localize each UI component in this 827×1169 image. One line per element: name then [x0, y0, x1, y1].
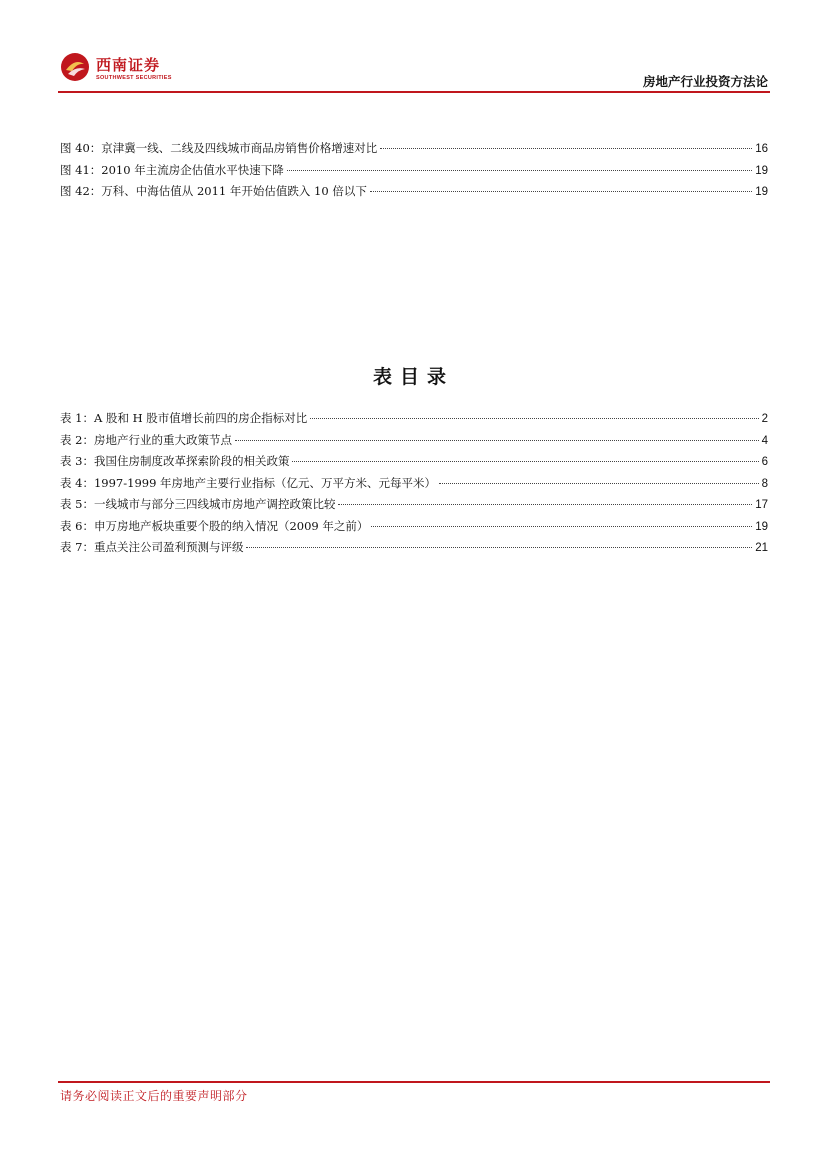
toc-entry-figure-40[interactable]: [60, 140, 768, 162]
toc-entry-title: 重点关注公司盈利预测与评级: [93, 540, 244, 554]
toc-entry-title: 万科、中海估值从 2011 年开始估值跌入 10 倍以下: [101, 184, 367, 198]
toc-entry-table-6[interactable]: [60, 518, 768, 540]
toc-entry-page: 16: [755, 143, 768, 155]
toc-entry-table-4[interactable]: [60, 475, 768, 497]
dot-leader: [370, 191, 752, 192]
dot-leader: [338, 504, 752, 505]
toc-entry-label: 图 41：: [60, 162, 102, 177]
toc-entry-label: 图 40：: [60, 141, 102, 155]
figure-list: [60, 140, 768, 205]
toc-entry-title: 房地产行业的重大政策节点: [93, 432, 232, 447]
toc-entry-title: A 股和 H 股市值增长前四的房企指标对比: [93, 411, 308, 425]
toc-entry-label: 表 2：: [60, 432, 94, 447]
toc-entry-label: 图 42：: [60, 184, 102, 198]
tables-section-title: 表目录: [372, 366, 454, 388]
toc-entry-title: 2010 年主流房企估值水平快速下降: [101, 162, 284, 177]
toc-entry-page: 8: [761, 477, 768, 490]
toc-entry-title: 京津冀一线、二线及四线城市商品房销售价格增速对比: [101, 141, 378, 155]
toc-entry-title: 我国住房制度改革探索阶段的相关政策: [93, 454, 290, 468]
toc-entry-title: 1997-1999 年房地产主要行业指标（亿元、万平方米、元每平米）: [93, 475, 437, 490]
toc-entry-figure-41[interactable]: [60, 162, 768, 184]
dot-leader: [246, 547, 752, 548]
toc-entry-label: 表 4：: [60, 475, 94, 490]
toc-entry-page: 2: [761, 413, 768, 425]
toc-entry-page: 6: [761, 456, 768, 468]
toc-entry-table-7[interactable]: [60, 539, 768, 561]
report-title: 房地产行业投资方法论: [642, 74, 768, 89]
toc-entry-label: 表 6：: [60, 518, 94, 533]
dot-leader: [292, 461, 758, 462]
toc-entry-label: 表 7：: [60, 540, 94, 554]
company-logo: [60, 50, 190, 86]
toc-entry-title: 申万房地产板块重要个股的纳入情况（2009 年之前）: [93, 518, 369, 533]
dot-leader: [235, 440, 759, 441]
toc-entry-label: 表 1：: [60, 411, 94, 425]
toc-entry-page: 21: [755, 542, 768, 554]
toc-entry-page: 19: [755, 520, 768, 533]
dot-leader: [310, 418, 758, 419]
footer-divider: [58, 1081, 770, 1083]
footer-disclaimer: 请务必阅读正文后的重要声明部分: [60, 1089, 248, 1103]
toc-entry-page: 17: [755, 499, 768, 511]
toc-entry-page: 19: [755, 164, 768, 177]
toc-entry-label: 表 5：: [60, 497, 94, 511]
logo-emblem-icon: [60, 52, 90, 82]
dot-leader: [371, 526, 752, 527]
dot-leader: [287, 170, 752, 171]
logo-english-name: SOUTHWEST SECURITIES: [96, 75, 172, 81]
toc-entry-table-5[interactable]: [60, 496, 768, 518]
table-list: [60, 410, 768, 561]
toc-entry-table-2[interactable]: [60, 432, 768, 454]
toc-entry-table-1[interactable]: [60, 410, 768, 432]
toc-entry-page: 4: [761, 434, 768, 447]
page-header: [58, 44, 770, 92]
toc-entry-label: 表 3：: [60, 454, 94, 468]
dot-leader: [439, 483, 759, 484]
toc-entry-table-3[interactable]: [60, 453, 768, 475]
header-divider: [58, 91, 770, 93]
toc-entry-figure-42[interactable]: [60, 183, 768, 205]
dot-leader: [380, 148, 752, 149]
toc-entry-page: 19: [755, 186, 768, 198]
toc-entry-title: 一线城市与部分三四线城市房地产调控政策比较: [93, 497, 336, 511]
logo-chinese-name: 西南证券: [96, 56, 161, 74]
